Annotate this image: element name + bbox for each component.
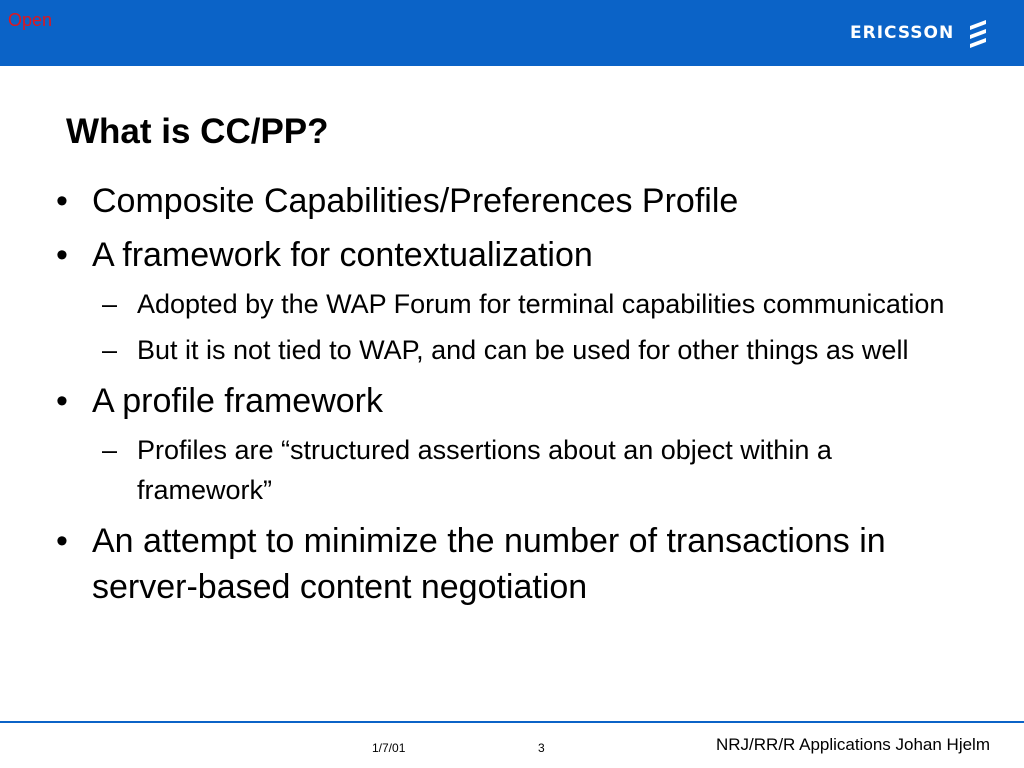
page-number: 3 <box>538 741 545 755</box>
ericsson-mark-icon <box>966 18 990 48</box>
bullet-marker: • <box>56 522 68 560</box>
bullet-marker: • <box>56 236 68 274</box>
bullet-text: A profile framework <box>92 382 383 420</box>
bullet-item <box>56 378 956 424</box>
bullet-marker: • <box>56 382 68 420</box>
bullet-item <box>56 518 956 610</box>
logo-text: ERICSSON <box>850 23 955 43</box>
bullet-text: Composite Capabilities/Preferences Profile <box>92 182 739 220</box>
bullet-list <box>56 178 956 610</box>
bullet-item <box>56 178 956 224</box>
dash-marker: – <box>102 435 118 465</box>
footer-owner: NRJ/RR/R Applications Johan Hjelm <box>716 735 990 754</box>
dash-marker: – <box>102 335 118 365</box>
bullet-text: But it is not tied to WAP, and can be used for other things as well <box>137 335 909 365</box>
sub-bullet-item <box>56 284 956 324</box>
slide-title: What is CC/PP? <box>66 112 329 151</box>
bullet-text: An attempt to minimize the number of transactions in server-based content negotiation <box>92 522 886 606</box>
sub-bullet-item <box>56 430 956 510</box>
bullet-text: Adopted by the WAP Forum for terminal capabilities communication <box>137 289 945 319</box>
ericsson-logo <box>850 16 990 50</box>
dash-marker: – <box>102 289 118 319</box>
bullet-item <box>56 232 956 278</box>
bullet-marker: • <box>56 182 68 220</box>
classification-label: Open <box>8 10 53 30</box>
bullet-text: Profiles are “structured assertions about an object within a framework” <box>137 435 832 505</box>
header-bar <box>0 0 1024 66</box>
footer-date: 1/7/01 <box>372 741 406 755</box>
bullet-text: A framework for contextualization <box>92 236 593 274</box>
footer-divider <box>0 721 1024 723</box>
sub-bullet-item <box>56 330 956 370</box>
